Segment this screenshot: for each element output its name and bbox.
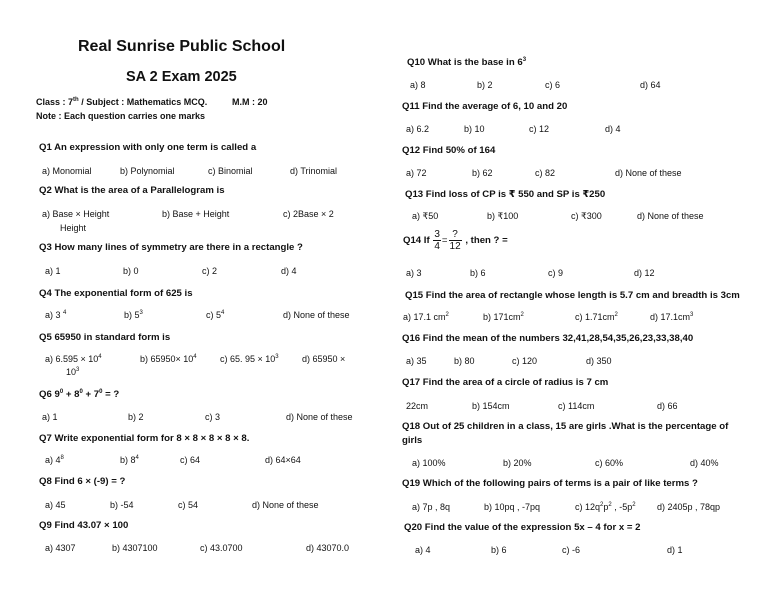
q13-option-d: d) None of these bbox=[637, 211, 704, 221]
q17-option-c: c) 114cm bbox=[558, 401, 595, 411]
q9-text: Q9 Find 43.07 × 100 bbox=[39, 520, 129, 531]
q8-option-a: a) 45 bbox=[45, 500, 66, 510]
q4-option-d: d) None of these bbox=[283, 310, 350, 320]
q15-text: Q15 Find the area of rectangle whose length is 5.7 cm and breadth is 3cm bbox=[405, 290, 740, 301]
q7-b-exp: 4 bbox=[135, 455, 139, 461]
q10-option-a: a) 8 bbox=[410, 80, 426, 90]
q1-option-d: d) Trinomial bbox=[290, 166, 338, 176]
q12-option-a: a) 72 bbox=[406, 168, 427, 178]
q10-option-b: b) 2 bbox=[477, 80, 493, 90]
q5-option-c bbox=[220, 354, 279, 364]
q3-option-b: b) 0 bbox=[123, 266, 139, 276]
q7-b-base: b) 8 bbox=[120, 455, 136, 465]
q11-option-b: b) 10 bbox=[464, 124, 485, 134]
q7-a-base: a) 4 bbox=[45, 455, 61, 465]
q1-option-a: a) Monomial bbox=[42, 166, 92, 176]
q4-text: Q4 The exponential form of 625 is bbox=[39, 288, 193, 299]
q6-option-c: c) 3 bbox=[205, 412, 221, 422]
q2-option-b: b) Base + Height bbox=[162, 209, 230, 219]
q11-option-a: a) 6.2 bbox=[406, 124, 430, 134]
q6-exp2: 0 bbox=[79, 388, 83, 395]
q19-option-c bbox=[575, 502, 636, 512]
q14-text bbox=[403, 229, 508, 252]
q18-option-d: d) 40% bbox=[690, 458, 719, 468]
q14-option-b: b) 6 bbox=[470, 268, 486, 278]
q2-option-a: a) Base × Height bbox=[42, 209, 110, 219]
q4-option-a bbox=[45, 310, 66, 320]
q6-exp3: 0 bbox=[99, 388, 103, 395]
q19-c-exp3: 2 bbox=[632, 502, 636, 508]
q5-a-exp: 4 bbox=[98, 354, 102, 360]
q6-post: = ? bbox=[102, 389, 120, 400]
q19-option-d: d) 2405p , 78qp bbox=[657, 502, 721, 512]
q20-option-c: c) -6 bbox=[562, 545, 580, 555]
q15-c-base: c) 1.71cm bbox=[575, 312, 615, 322]
class-sup: th bbox=[73, 97, 79, 103]
q13-option-c: c) ₹300 bbox=[571, 211, 602, 221]
q6-exp1: 0 bbox=[59, 388, 64, 395]
q14-fraction-left bbox=[433, 229, 441, 252]
q2-option-a-cont: Height bbox=[60, 223, 87, 233]
q14-pre: Q14 If bbox=[403, 235, 430, 246]
q5-option-b bbox=[140, 354, 197, 364]
q4-b-exp: 3 bbox=[139, 310, 143, 316]
q10-text bbox=[407, 57, 526, 68]
q5-option-d: d) 65950 × bbox=[302, 354, 346, 364]
q9-option-d: d) 43070.0 bbox=[306, 543, 350, 553]
q7-option-b bbox=[120, 455, 139, 465]
q11-text: Q11 Find the average of 6, 10 and 20 bbox=[402, 101, 568, 112]
q15-a-base: a) 17.1 cm bbox=[403, 312, 446, 322]
q15-option-a bbox=[403, 312, 449, 322]
q18-option-a: a) 100% bbox=[412, 458, 446, 468]
q17-option-d: d) 66 bbox=[657, 401, 678, 411]
class-post: / Subject : Mathematics MCQ. bbox=[78, 97, 208, 107]
q6-option-a: a) 1 bbox=[42, 412, 58, 422]
exam-title: SA 2 Exam 2025 bbox=[126, 69, 237, 85]
q20-option-d: d) 1 bbox=[667, 545, 683, 555]
q19-c-exp1: 2 bbox=[600, 502, 604, 508]
q4-a-exp: 4 bbox=[63, 310, 67, 316]
q14-option-c: c) 9 bbox=[548, 268, 564, 278]
q18-option-b: b) 20% bbox=[503, 458, 532, 468]
q9-option-c: c) 43.0700 bbox=[200, 543, 243, 553]
q4-option-c bbox=[206, 310, 224, 320]
max-marks: M.M : 20 bbox=[232, 97, 268, 107]
q6-option-b: b) 2 bbox=[128, 412, 144, 422]
q4-b-base: b) 5 bbox=[124, 310, 140, 320]
q14-option-d: d) 12 bbox=[634, 268, 655, 278]
q19-c-part1: c) 12q bbox=[575, 502, 601, 512]
q12-text: Q12 Find 50% of 164 bbox=[402, 145, 496, 156]
q14-f1-den: 4 bbox=[434, 241, 440, 252]
q1-text: Q1 An expression with only one term is called a bbox=[39, 142, 257, 153]
q8-option-c: c) 54 bbox=[178, 500, 199, 510]
q9-option-b: b) 4307100 bbox=[112, 543, 158, 553]
q19-option-a: a) 7p , 8q bbox=[412, 502, 451, 512]
q6-mid1: + 8 bbox=[63, 389, 80, 400]
q12-option-b: b) 62 bbox=[472, 168, 493, 178]
q10-exp: 3 bbox=[522, 56, 527, 63]
q6-pre: Q6 9 bbox=[39, 389, 60, 400]
q6-mid2: + 7 bbox=[82, 389, 100, 400]
q17-option-a: 22cm bbox=[406, 401, 429, 411]
q4-c-base: c) 5 bbox=[206, 310, 222, 320]
q15-d-exp: 3 bbox=[690, 312, 694, 318]
q20-option-b: b) 6 bbox=[491, 545, 507, 555]
q15-option-c bbox=[575, 312, 618, 322]
class-subject bbox=[36, 97, 207, 107]
q19-option-b: b) 10pq , -7pq bbox=[484, 502, 541, 512]
q7-option-a bbox=[45, 455, 64, 465]
q6-text bbox=[39, 389, 119, 400]
q16-option-d: d) 350 bbox=[586, 356, 612, 366]
q7-a-exp: 8 bbox=[60, 455, 64, 461]
q19-c-part3: , -5p bbox=[611, 502, 633, 512]
q14-option-a: a) 3 bbox=[406, 268, 422, 278]
q8-option-d: d) None of these bbox=[252, 500, 319, 510]
q5-c-base: c) 65. 95 × 10 bbox=[220, 354, 276, 364]
q15-d-base: d) 17.1cm bbox=[650, 312, 691, 322]
q16-option-b: b) 80 bbox=[454, 356, 475, 366]
q12-option-d: d) None of these bbox=[615, 168, 682, 178]
q14-fraction-right bbox=[449, 229, 462, 252]
q6-option-d: d) None of these bbox=[286, 412, 353, 422]
q5-a2-base: 10 bbox=[66, 367, 77, 377]
q7-text: Q7 Write exponential form for 8 × 8 × 8 × 8 × 8. bbox=[39, 433, 250, 444]
q4-a-base: a) 3 bbox=[45, 310, 64, 320]
q3-option-c: c) 2 bbox=[202, 266, 218, 276]
q5-c-exp: 3 bbox=[275, 354, 279, 360]
q7-option-c: c) 64 bbox=[180, 455, 201, 465]
q16-option-c: c) 120 bbox=[512, 356, 538, 366]
q13-option-a: a) ₹50 bbox=[412, 211, 439, 221]
note: Note : Each question carries one marks bbox=[36, 111, 206, 121]
q8-option-b: b) -54 bbox=[110, 500, 134, 510]
q9-option-a: a) 4307 bbox=[45, 543, 76, 553]
q5-a2-exp: 3 bbox=[76, 367, 80, 373]
q13-option-b: b) ₹100 bbox=[487, 211, 519, 221]
q12-option-c: c) 82 bbox=[535, 168, 556, 178]
q3-text: Q3 How many lines of symmetry are there in a rectangle ? bbox=[39, 242, 303, 253]
q1-option-c: c) Binomial bbox=[208, 166, 253, 176]
q13-text: Q13 Find loss of CP is ₹ 550 and SP is ₹250 bbox=[405, 189, 606, 200]
q14-f2-num: ? bbox=[449, 229, 462, 241]
class-pre: Class : 7 bbox=[36, 97, 74, 107]
q2-option-c: c) 2Base × 2 bbox=[283, 209, 334, 219]
q14-f1-num: 3 bbox=[434, 229, 440, 240]
q17-text: Q17 Find the area of a circle of radius is 7 cm bbox=[402, 377, 609, 388]
q16-text: Q16 Find the mean of the numbers 32,41,28,54,35,26,23,33,38,40 bbox=[402, 333, 694, 344]
school-name: Real Sunrise Public School bbox=[78, 38, 286, 55]
q19-c-part2: p bbox=[603, 502, 609, 512]
q8-text: Q8 Find 6 × (-9) = ? bbox=[39, 476, 126, 487]
q20-option-a: a) 4 bbox=[415, 545, 431, 555]
q3-option-a: a) 1 bbox=[45, 266, 61, 276]
q1-option-b: b) Polynomial bbox=[120, 166, 175, 176]
q4-option-b bbox=[124, 310, 143, 320]
q5-b-base: b) 65950× 10 bbox=[140, 354, 194, 364]
q20-text: Q20 Find the value of the expression 5x – 4 for x = 2 bbox=[404, 522, 641, 533]
q14-equals: = bbox=[441, 235, 448, 246]
q5-a-base: a) 6.595 × 10 bbox=[45, 354, 99, 364]
q18-text-line1: Q18 Out of 25 children in a class, 15 are girls .What is the percentage of bbox=[402, 421, 729, 432]
q5-option-a bbox=[45, 354, 102, 364]
q3-option-d: d) 4 bbox=[281, 266, 297, 276]
q14-post: , then ? = bbox=[465, 235, 508, 246]
q18-text-line2: girls bbox=[402, 435, 423, 446]
q15-option-b bbox=[483, 312, 524, 322]
q19-text: Q19 Which of the following pairs of terms is a pair of like terms ? bbox=[402, 478, 698, 489]
q19-c-exp2: 2 bbox=[608, 502, 612, 508]
q7-option-d: d) 64×64 bbox=[265, 455, 301, 465]
q11-option-c: c) 12 bbox=[529, 124, 550, 134]
q2-text: Q2 What is the area of a Parallelogram is bbox=[39, 185, 225, 196]
q18-option-c: c) 60% bbox=[595, 458, 624, 468]
q17-option-b: b) 154cm bbox=[472, 401, 510, 411]
q14-f2-den: 12 bbox=[449, 241, 461, 252]
q15-c-exp: 2 bbox=[614, 312, 618, 318]
q5-option-a-cont bbox=[66, 367, 79, 377]
q16-option-a: a) 35 bbox=[406, 356, 427, 366]
q15-option-d bbox=[650, 312, 693, 322]
q15-b-base: b) 171cm bbox=[483, 312, 521, 322]
q15-a-exp: 2 bbox=[445, 312, 449, 318]
q11-option-d: d) 4 bbox=[605, 124, 621, 134]
q10-option-d: d) 64 bbox=[640, 80, 661, 90]
q10-pre: Q10 What is the base in 6 bbox=[407, 57, 523, 68]
q10-option-c: c) 6 bbox=[545, 80, 561, 90]
q4-c-exp: 4 bbox=[221, 310, 225, 316]
q5-text: Q5 65950 in standard form is bbox=[39, 332, 171, 343]
q5-b-exp: 4 bbox=[193, 354, 197, 360]
q15-b-exp: 2 bbox=[520, 312, 524, 318]
